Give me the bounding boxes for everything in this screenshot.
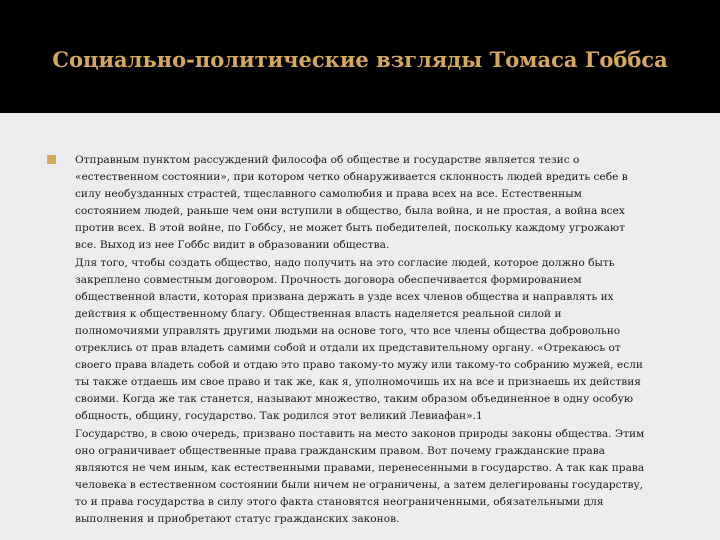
slide-title: Социально-политические взгляды Томаса Гоббса — [52, 47, 668, 72]
body-text-line: общественной власти, которая призвана держать в узде всех членов общества и направлять их — [75, 290, 614, 303]
square-bullet-icon — [47, 155, 56, 164]
body-text-line: своими. Когда же так станется, называют множество, таким образом объединенное в одну особую — [75, 393, 634, 406]
body-text-line: то и права государства в силу этого факта становятся неограниченными, обязательными для — [75, 495, 604, 508]
body-text-line: ты также отдаешь им свое право и так же, как я, уполномочишь их на все и признаешь их действия — [75, 376, 641, 389]
body-text-line: «естественном состоянии», при котором четко обнаруживается склонность людей вредить себе в — [75, 171, 628, 184]
body-text-line: действия к общественному благу. Общественная власть наделяется реальной силой и — [75, 307, 562, 320]
body-text-line: полномочиями управлять другими людьми на основе того, что все члены общества добровольно — [75, 324, 621, 337]
body-text-line: закреплено совместным договором. Прочность договора обеспечивается формированием — [75, 273, 582, 286]
body-text-line: общность, общину, государство. Так родился этот великий Левиафан».1 — [75, 410, 483, 423]
body-text-line: оно ограничивает общественные права гражданским правом. Вот почему гражданские права — [75, 444, 605, 457]
body-text-line: выполнения и приобретают статус гражданских законов. — [75, 512, 400, 525]
body-text-line: состоянием людей, раньше чем они вступили в общество, была война, и не простая, а война всех — [75, 205, 625, 218]
title-bar — [0, 0, 720, 113]
body-text-line: силу необузданных страстей, тщеславного самолюбия и права всех на все. Естественным — [75, 188, 582, 201]
body-text-line: человека в естественном состоянии были ничем не ограничены, а затем делегированы государству, — [75, 478, 644, 491]
body-text-line: Отправным пунктом рассуждений философа об обществе и государстве является тезис о — [75, 154, 580, 166]
body-text-line: против всех. В этой войне, по Гоббсу, не может быть победителей, поскольку каждому угрожают — [75, 222, 625, 235]
body-text-line: отреклись от прав владеть самими собой и отдали их представительному органу. «Отрекаюсь от — [75, 342, 621, 355]
body-text-line: своего права владеть собой и отдаю это право такому-то мужу или такому-то собранию мужей, если — [75, 359, 643, 372]
body-text-line: Для того, чтобы создать общество, надо получить на это согласие людей, которое должно быть — [75, 256, 615, 269]
body-text-line: все. Выход из нее Гоббс видит в образовании общества. — [75, 239, 390, 252]
body-text-line: Государство, в свою очередь, призвано поставить на место законов природы законы общества. Этим — [75, 427, 645, 440]
body-text — [75, 152, 683, 528]
body-text-line: являются не чем иным, как естественными правами, перенесенными в государство. А так как права — [75, 461, 645, 474]
